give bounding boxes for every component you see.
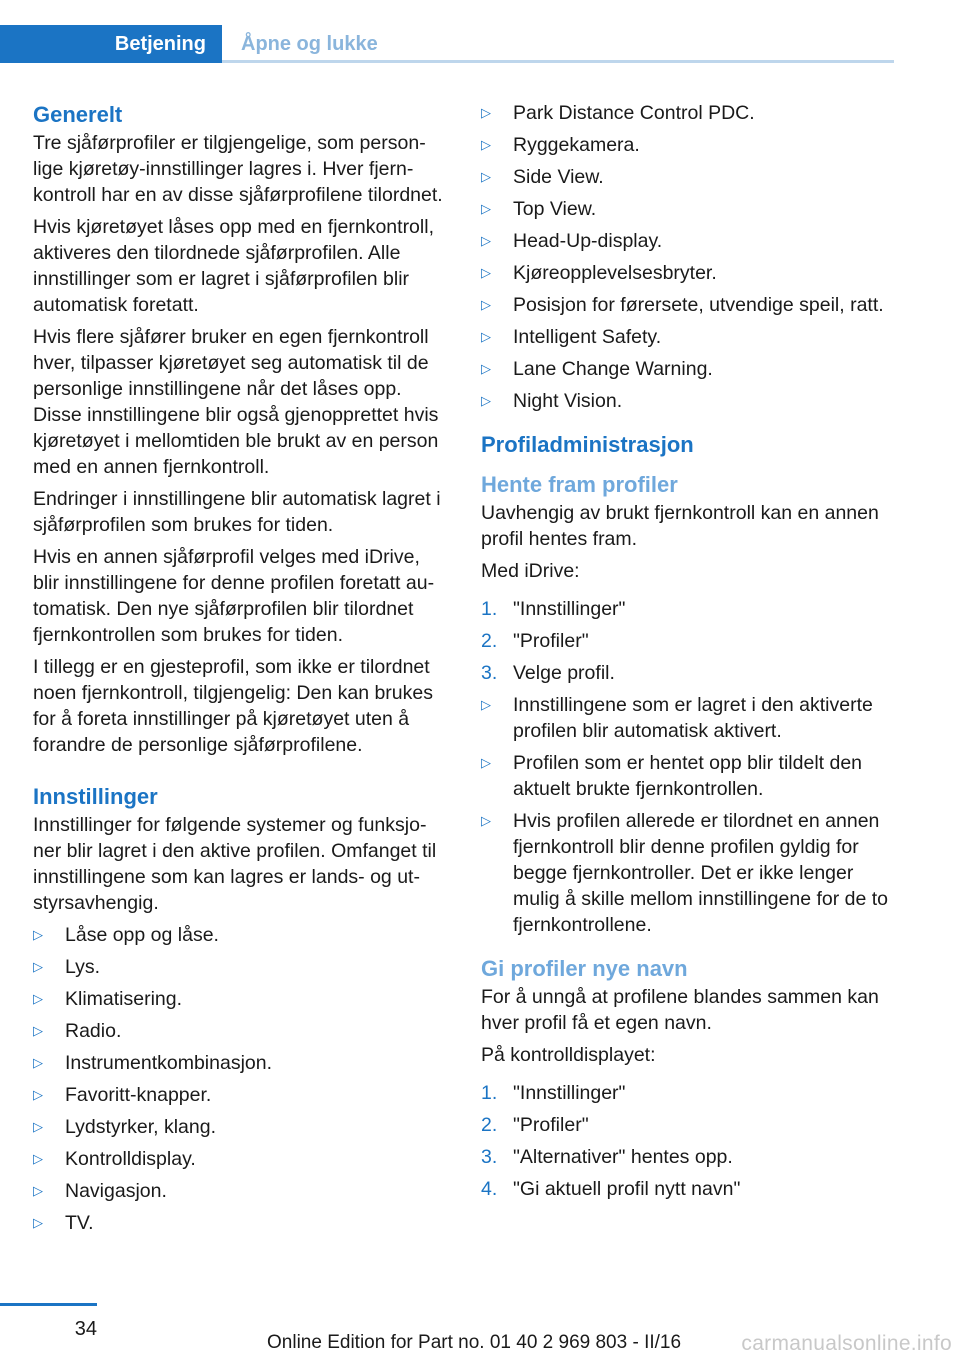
tab-betjening-label: Betjening: [114, 32, 206, 55]
list-item: ▷ TV.: [33, 1212, 94, 1234]
list-item: ▷ Kontrolldisplay.: [33, 1148, 196, 1170]
triangle-bullet-icon: ▷: [33, 1183, 43, 1198]
hente-paragraph: Uavhengig av brukt fjernkontroll kan en annen profil hentes fram.: [481, 502, 879, 550]
list-item: 2. "Profiler": [481, 1114, 589, 1136]
right-column: [481, 100, 901, 1208]
list-item: 1. "Innstillinger": [481, 598, 626, 620]
list-item: ▷ Lane Change Warning.: [481, 358, 713, 380]
heading-gi-profiler-nye-navn: Gi profiler nye navn: [481, 956, 688, 981]
generelt-paragraph: Endringer i innstillingene blir automatisk lagret i sjåførprofilen som brukes for tiden.: [33, 488, 441, 536]
list-item: ▷ Låse opp og låse.: [33, 924, 219, 946]
triangle-bullet-icon: ▷: [481, 755, 491, 770]
list-item: ▷ Favoritt-knapper.: [33, 1084, 212, 1106]
list-item: ▷ Klimatisering.: [33, 988, 183, 1010]
list-item: ▷ Innstillingene som er lagret i den aktiverte profilen blir automatisk aktivert.: [481, 694, 873, 742]
triangle-bullet-icon: ▷: [33, 959, 43, 974]
innstillinger-paragraph: Innstillinger for følgende systemer og funksjoner blir lagret i den aktive profilen. Omfanget til innstillingene som kan lagres er lands- og utstyrsavhengig.: [33, 814, 437, 914]
gi-lead: På kontrolldisplayet:: [481, 1044, 656, 1066]
list-item: 3. Velge profil.: [481, 662, 615, 684]
triangle-bullet-icon: ▷: [33, 1215, 43, 1230]
list-item: ▷ Park Distance Control PDC.: [481, 102, 755, 124]
triangle-bullet-icon: ▷: [481, 697, 491, 712]
triangle-bullet-icon: ▷: [481, 233, 491, 248]
list-item: ▷ Intelligent Safety.: [481, 326, 662, 348]
list-item: ▷ Kjøreopplevelsesbryter.: [481, 262, 717, 284]
triangle-bullet-icon: ▷: [33, 1087, 43, 1102]
triangle-bullet-icon: ▷: [481, 329, 491, 344]
triangle-bullet-icon: ▷: [33, 1119, 43, 1134]
triangle-bullet-icon: ▷: [481, 393, 491, 408]
triangle-bullet-icon: ▷: [33, 927, 43, 942]
triangle-bullet-icon: ▷: [481, 813, 491, 828]
list-item: ▷ Posisjon for førersete, utvendige speil, ratt.: [481, 294, 884, 316]
list-item: ▷ Profilen som er hentet opp blir tildelt den aktuelt brukte fjernkontrollen.: [481, 752, 863, 800]
list-item: 2. "Profiler": [481, 630, 589, 652]
list-item: ▷ Lys.: [33, 956, 101, 978]
triangle-bullet-icon: ▷: [481, 169, 491, 184]
triangle-bullet-icon: ▷: [33, 1055, 43, 1070]
triangle-bullet-icon: ▷: [481, 297, 491, 312]
list-item: ▷ Side View.: [481, 166, 604, 188]
generelt-paragraph: I tillegg er en gjesteprofil, som ikke er tilordnet noen fjernkontroll, tilgjengelig: Den kan brukes for å foreta innstillinger på kjøretøyet uten å forandre de personlige sjåførprofilene.: [33, 656, 433, 756]
generelt-paragraph: Hvis flere sjåfører bruker en egen fjernkontroll hver, tilpasser kjøretøyet seg automatisk til de personlige innstillingene når det låses opp. Disse innstillingene blir også gjenopprettet hvis kjøretøyet i mellomtiden ble brukt av en person med en annen fjernkontroll.: [33, 326, 439, 478]
triangle-bullet-icon: ▷: [33, 991, 43, 1006]
triangle-bullet-icon: ▷: [481, 265, 491, 280]
gi-steps: [481, 1080, 901, 1202]
edition-note: Online Edition for Part no. 01 40 2 969 803 - II/16: [267, 1332, 682, 1353]
header-rule: [222, 60, 894, 63]
list-item: ▷ Top View.: [481, 198, 597, 220]
watermark: carmanualsonline.info: [741, 1332, 952, 1355]
list-item: ▷ Head-Up-display.: [481, 230, 663, 252]
list-item: 4. "Gi aktuell profil nytt navn": [481, 1178, 741, 1200]
tab-apne-og-lukke-label: Åpne og lukke: [241, 32, 378, 55]
left-column: [33, 100, 445, 1242]
heading-hente-fram-profiler: Hente fram profiler: [481, 472, 678, 497]
triangle-bullet-icon: ▷: [33, 1151, 43, 1166]
triangle-bullet-icon: ▷: [33, 1023, 43, 1038]
list-item: ▷ Radio.: [33, 1020, 122, 1042]
generelt-paragraph: Hvis en annen sjåførprofil velges med iDrive, blir innstillingene for denne profilen foretatt automatisk. Den nye sjåførprofilen blir tilordnet fjernkontrollen som brukes for tiden.: [33, 546, 435, 646]
page-number: 34: [74, 1318, 97, 1340]
gi-paragraph: For å unngå at profilene blandes sammen kan hver profil få et egen navn.: [481, 986, 879, 1034]
list-item: ▷ Hvis profilen allerede er tilordnet en annen fjernkontroll blir denne profilen gyldig for begge fjernkontroller. Det er ikke lenger mulig å skille mellom innstillingene for de to fjernkontrollene.: [481, 810, 889, 936]
generelt-paragraph: Hvis kjøretøyet låses opp med en fjernkontroll, aktiveres den tilordnede sjåførprofilen. Alle innstillinger som er lagret i sjåførprofilen blir automatisk foretatt.: [33, 216, 434, 316]
hente-notes: [481, 692, 901, 938]
list-item: 1. "Innstillinger": [481, 1082, 626, 1104]
list-item: ▷ Lydstyrker, klang.: [33, 1116, 217, 1138]
footer-rule: [0, 1303, 97, 1306]
triangle-bullet-icon: ▷: [481, 361, 491, 376]
list-item: ▷ Ryggekamera.: [481, 134, 640, 156]
triangle-bullet-icon: ▷: [481, 201, 491, 216]
tab-betjening[interactable]: [0, 25, 222, 63]
list-item: 3. "Alternativer" hentes opp.: [481, 1146, 733, 1168]
heading-generelt: Generelt: [33, 102, 123, 127]
heading-profiladministrasjon: Profiladministrasjon: [481, 432, 694, 457]
tab-apne-og-lukke[interactable]: [222, 25, 894, 63]
hente-steps: [481, 596, 901, 686]
list-item: ▷ Instrumentkombinasjon.: [33, 1052, 273, 1074]
settings-list-left: [33, 922, 445, 1236]
triangle-bullet-icon: ▷: [481, 105, 491, 120]
hente-lead: Med iDrive:: [481, 560, 580, 582]
settings-list-right: [481, 100, 901, 414]
heading-innstillinger: Innstillinger: [33, 784, 158, 809]
list-item: ▷ Navigasjon.: [33, 1180, 167, 1202]
list-item: ▷ Night Vision.: [481, 390, 623, 412]
generelt-paragraph: Tre sjåførprofiler er tilgjengelige, som personlige kjøretøy-innstillinger lagres i. Hver fjernkontroll har en av disse sjåførprofilene tilordnet.: [33, 132, 443, 206]
triangle-bullet-icon: ▷: [481, 137, 491, 152]
